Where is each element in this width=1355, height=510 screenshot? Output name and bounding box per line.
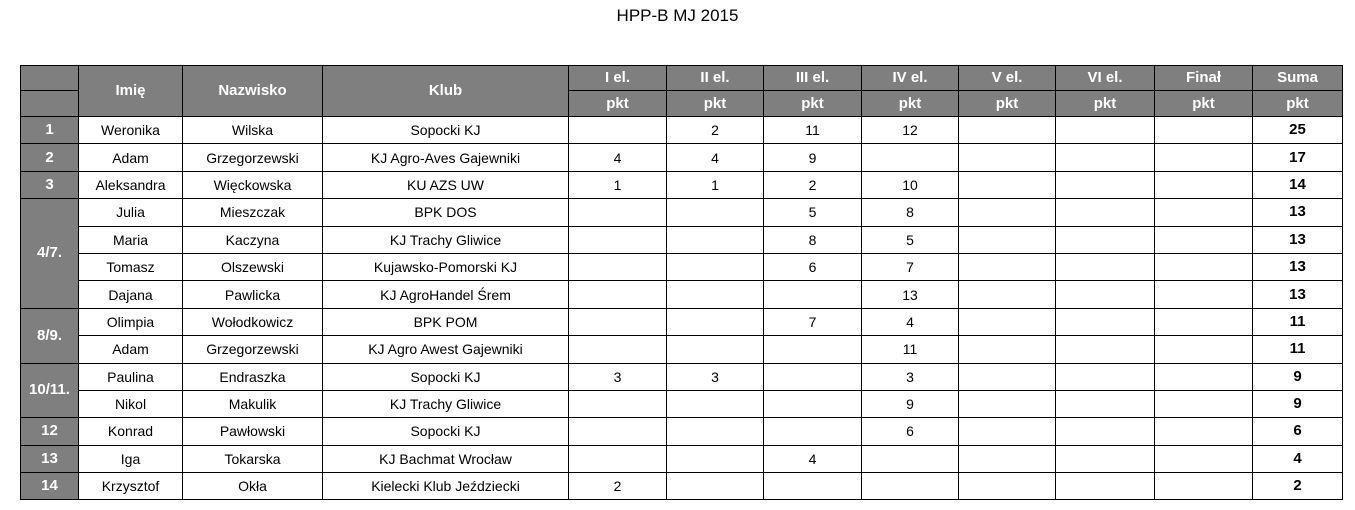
club-cell: KJ Trachy Gliwice <box>323 390 569 417</box>
sum-cell: 13 <box>1253 199 1343 226</box>
sum-cell: 4 <box>1253 445 1343 472</box>
score-cell-4: 8 <box>862 199 959 226</box>
score-cell-5 <box>959 308 1056 335</box>
score-cell-3: 8 <box>764 226 862 253</box>
score-cell-5 <box>959 445 1056 472</box>
sum-cell: 13 <box>1253 226 1343 253</box>
club-cell: KJ Trachy Gliwice <box>323 226 569 253</box>
score-cell-5 <box>959 253 1056 280</box>
last-name-cell: Endraszka <box>183 363 323 390</box>
header-unit: pkt <box>764 91 862 117</box>
score-cell-2 <box>667 253 764 280</box>
score-cell-2 <box>667 281 764 308</box>
club-cell: Sopocki KJ <box>323 117 569 144</box>
table-row <box>21 363 1343 390</box>
first-name-cell: Weronika <box>79 117 183 144</box>
club-cell: KU AZS UW <box>323 171 569 198</box>
score-cell-6 <box>1056 473 1155 500</box>
last-name-cell: Wołodkowicz <box>183 308 323 335</box>
header-row-rounds <box>21 66 1343 91</box>
sum-cell: 9 <box>1253 390 1343 417</box>
place-cell: 3 <box>21 171 79 198</box>
sum-cell: 6 <box>1253 418 1343 445</box>
score-cell-5 <box>959 117 1056 144</box>
score-cell-4: 7 <box>862 253 959 280</box>
score-cell-3: 11 <box>764 117 862 144</box>
score-cell-6 <box>1056 390 1155 417</box>
page-title: HPP-B MJ 2015 <box>616 6 739 25</box>
place-cell: 1 <box>21 117 79 144</box>
table-row <box>21 418 1343 445</box>
table-row <box>21 253 1343 280</box>
table-row <box>21 281 1343 308</box>
score-cell-5 <box>959 199 1056 226</box>
place-cell: 8/9. <box>21 308 79 363</box>
place-cell: 4/7. <box>21 199 79 309</box>
first-name-cell: Tomasz <box>79 253 183 280</box>
club-cell: KJ Agro Awest Gajewniki <box>323 336 569 363</box>
club-cell: Sopocki KJ <box>323 418 569 445</box>
club-cell: KJ AgroHandel Śrem <box>323 281 569 308</box>
sum-cell: 13 <box>1253 281 1343 308</box>
place-cell: 10/11. <box>21 363 79 418</box>
score-cell-7 <box>1155 199 1253 226</box>
score-cell-1: 2 <box>569 473 667 500</box>
score-cell-1 <box>569 117 667 144</box>
first-name-cell: Olimpia <box>79 308 183 335</box>
first-name-cell: Nikol <box>79 390 183 417</box>
score-cell-4: 3 <box>862 363 959 390</box>
last-name-cell: Tokarska <box>183 445 323 472</box>
score-cell-7 <box>1155 308 1253 335</box>
first-name-cell: Adam <box>79 144 183 171</box>
table-row <box>21 336 1343 363</box>
header-round-6: VI el. <box>1056 66 1155 91</box>
score-cell-3: 2 <box>764 171 862 198</box>
score-cell-3 <box>764 336 862 363</box>
score-cell-6 <box>1056 253 1155 280</box>
score-cell-4: 10 <box>862 171 959 198</box>
last-name-cell: Grzegorzewski <box>183 336 323 363</box>
score-cell-3: 9 <box>764 144 862 171</box>
score-cell-4 <box>862 445 959 472</box>
score-cell-6 <box>1056 281 1155 308</box>
header-sum: Suma <box>1253 66 1343 91</box>
score-cell-4: 6 <box>862 418 959 445</box>
score-cell-1 <box>569 418 667 445</box>
score-cell-2: 3 <box>667 363 764 390</box>
header-unit: pkt <box>1155 91 1253 117</box>
last-name-cell: Okła <box>183 473 323 500</box>
club-cell: BPK POM <box>323 308 569 335</box>
last-name-cell: Grzegorzewski <box>183 144 323 171</box>
score-cell-6 <box>1056 144 1155 171</box>
last-name-cell: Olszewski <box>183 253 323 280</box>
table-row <box>21 308 1343 335</box>
score-cell-2: 2 <box>667 117 764 144</box>
sum-cell: 9 <box>1253 363 1343 390</box>
score-cell-2 <box>667 336 764 363</box>
header-last-name: Nazwisko <box>183 66 323 117</box>
club-cell: Kielecki Klub Jeździecki <box>323 473 569 500</box>
place-cell: 12 <box>21 418 79 445</box>
results-table <box>20 65 1343 500</box>
score-cell-4: 9 <box>862 390 959 417</box>
score-cell-4: 11 <box>862 336 959 363</box>
sum-cell: 11 <box>1253 336 1343 363</box>
header-round-5: V el. <box>959 66 1056 91</box>
club-cell: KJ Agro-Aves Gajewniki <box>323 144 569 171</box>
sum-cell: 2 <box>1253 473 1343 500</box>
score-cell-5 <box>959 144 1056 171</box>
header-place-cell-lower <box>21 91 79 117</box>
score-cell-7 <box>1155 144 1253 171</box>
first-name-cell: Krzysztof <box>79 473 183 500</box>
score-cell-2 <box>667 308 764 335</box>
table-row <box>21 199 1343 226</box>
score-cell-2 <box>667 199 764 226</box>
first-name-cell: Julia <box>79 199 183 226</box>
header-first-name: Imię <box>79 66 183 117</box>
score-cell-1 <box>569 199 667 226</box>
first-name-cell: Maria <box>79 226 183 253</box>
score-cell-5 <box>959 390 1056 417</box>
header-place-cell <box>21 66 79 91</box>
place-cell: 13 <box>21 445 79 472</box>
score-cell-6 <box>1056 117 1155 144</box>
header-unit: pkt <box>959 91 1056 117</box>
score-cell-3: 6 <box>764 253 862 280</box>
last-name-cell: Więckowska <box>183 171 323 198</box>
score-cell-3 <box>764 473 862 500</box>
score-cell-6 <box>1056 199 1155 226</box>
last-name-cell: Pawlicka <box>183 281 323 308</box>
header-round-2: II el. <box>667 66 764 91</box>
score-cell-4 <box>862 144 959 171</box>
score-cell-7 <box>1155 281 1253 308</box>
score-cell-3 <box>764 363 862 390</box>
score-cell-2: 4 <box>667 144 764 171</box>
last-name-cell: Makulik <box>183 390 323 417</box>
score-cell-2 <box>667 445 764 472</box>
club-cell: KJ Bachmat Wrocław <box>323 445 569 472</box>
score-cell-6 <box>1056 418 1155 445</box>
score-cell-1 <box>569 336 667 363</box>
score-cell-5 <box>959 336 1056 363</box>
score-cell-5 <box>959 418 1056 445</box>
score-cell-6 <box>1056 226 1155 253</box>
score-cell-7 <box>1155 445 1253 472</box>
first-name-cell: Dajana <box>79 281 183 308</box>
score-cell-3: 5 <box>764 199 862 226</box>
score-cell-4: 5 <box>862 226 959 253</box>
last-name-cell: Pawłowski <box>183 418 323 445</box>
score-cell-3 <box>764 281 862 308</box>
score-cell-7 <box>1155 363 1253 390</box>
first-name-cell: Aleksandra <box>79 171 183 198</box>
club-cell: Sopocki KJ <box>323 363 569 390</box>
sum-cell: 11 <box>1253 308 1343 335</box>
club-cell: Kujawsko-Pomorski KJ <box>323 253 569 280</box>
score-cell-7 <box>1155 390 1253 417</box>
sum-cell: 14 <box>1253 171 1343 198</box>
score-cell-6 <box>1056 363 1155 390</box>
score-cell-5 <box>959 473 1056 500</box>
score-cell-1 <box>569 390 667 417</box>
table-row <box>21 473 1343 500</box>
place-cell: 14 <box>21 473 79 500</box>
first-name-cell: Iga <box>79 445 183 472</box>
last-name-cell: Mieszczak <box>183 199 323 226</box>
score-cell-1 <box>569 445 667 472</box>
sum-cell: 17 <box>1253 144 1343 171</box>
score-cell-1: 3 <box>569 363 667 390</box>
score-cell-2 <box>667 390 764 417</box>
score-cell-7 <box>1155 253 1253 280</box>
score-cell-4: 12 <box>862 117 959 144</box>
last-name-cell: Wilska <box>183 117 323 144</box>
score-cell-5 <box>959 281 1056 308</box>
header-unit: pkt <box>569 91 667 117</box>
score-cell-7 <box>1155 418 1253 445</box>
score-cell-4: 13 <box>862 281 959 308</box>
score-cell-2: 1 <box>667 171 764 198</box>
header-unit: pkt <box>1253 91 1343 117</box>
header-club: Klub <box>323 66 569 117</box>
table-row <box>21 390 1343 417</box>
header-unit: pkt <box>1056 91 1155 117</box>
score-cell-2 <box>667 226 764 253</box>
first-name-cell: Konrad <box>79 418 183 445</box>
score-cell-1: 4 <box>569 144 667 171</box>
score-cell-7 <box>1155 171 1253 198</box>
score-cell-1 <box>569 226 667 253</box>
score-cell-2 <box>667 473 764 500</box>
sum-cell: 13 <box>1253 253 1343 280</box>
place-cell: 2 <box>21 144 79 171</box>
header-final: Finał <box>1155 66 1253 91</box>
table-row <box>21 445 1343 472</box>
header-round-4: IV el. <box>862 66 959 91</box>
table-row <box>21 171 1343 198</box>
score-cell-1 <box>569 308 667 335</box>
score-cell-3 <box>764 390 862 417</box>
score-cell-4: 4 <box>862 308 959 335</box>
table-row <box>21 117 1343 144</box>
header-round-1: I el. <box>569 66 667 91</box>
header-unit: pkt <box>862 91 959 117</box>
score-cell-6 <box>1056 308 1155 335</box>
score-cell-7 <box>1155 473 1253 500</box>
table-body <box>21 117 1343 500</box>
table-row <box>21 144 1343 171</box>
score-cell-7 <box>1155 226 1253 253</box>
score-cell-5 <box>959 171 1056 198</box>
score-cell-3: 4 <box>764 445 862 472</box>
score-cell-7 <box>1155 117 1253 144</box>
score-cell-1 <box>569 281 667 308</box>
last-name-cell: Kaczyna <box>183 226 323 253</box>
score-cell-1: 1 <box>569 171 667 198</box>
score-cell-1 <box>569 253 667 280</box>
score-cell-7 <box>1155 336 1253 363</box>
score-cell-6 <box>1056 171 1155 198</box>
score-cell-5 <box>959 363 1056 390</box>
first-name-cell: Paulina <box>79 363 183 390</box>
score-cell-5 <box>959 226 1056 253</box>
sum-cell: 25 <box>1253 117 1343 144</box>
table-header <box>21 66 1343 117</box>
score-cell-3 <box>764 418 862 445</box>
header-round-3: III el. <box>764 66 862 91</box>
score-cell-6 <box>1056 336 1155 363</box>
first-name-cell: Adam <box>79 336 183 363</box>
score-cell-4 <box>862 473 959 500</box>
table-row <box>21 226 1343 253</box>
club-cell: BPK DOS <box>323 199 569 226</box>
score-cell-2 <box>667 418 764 445</box>
score-cell-6 <box>1056 445 1155 472</box>
score-cell-3: 7 <box>764 308 862 335</box>
header-unit: pkt <box>667 91 764 117</box>
